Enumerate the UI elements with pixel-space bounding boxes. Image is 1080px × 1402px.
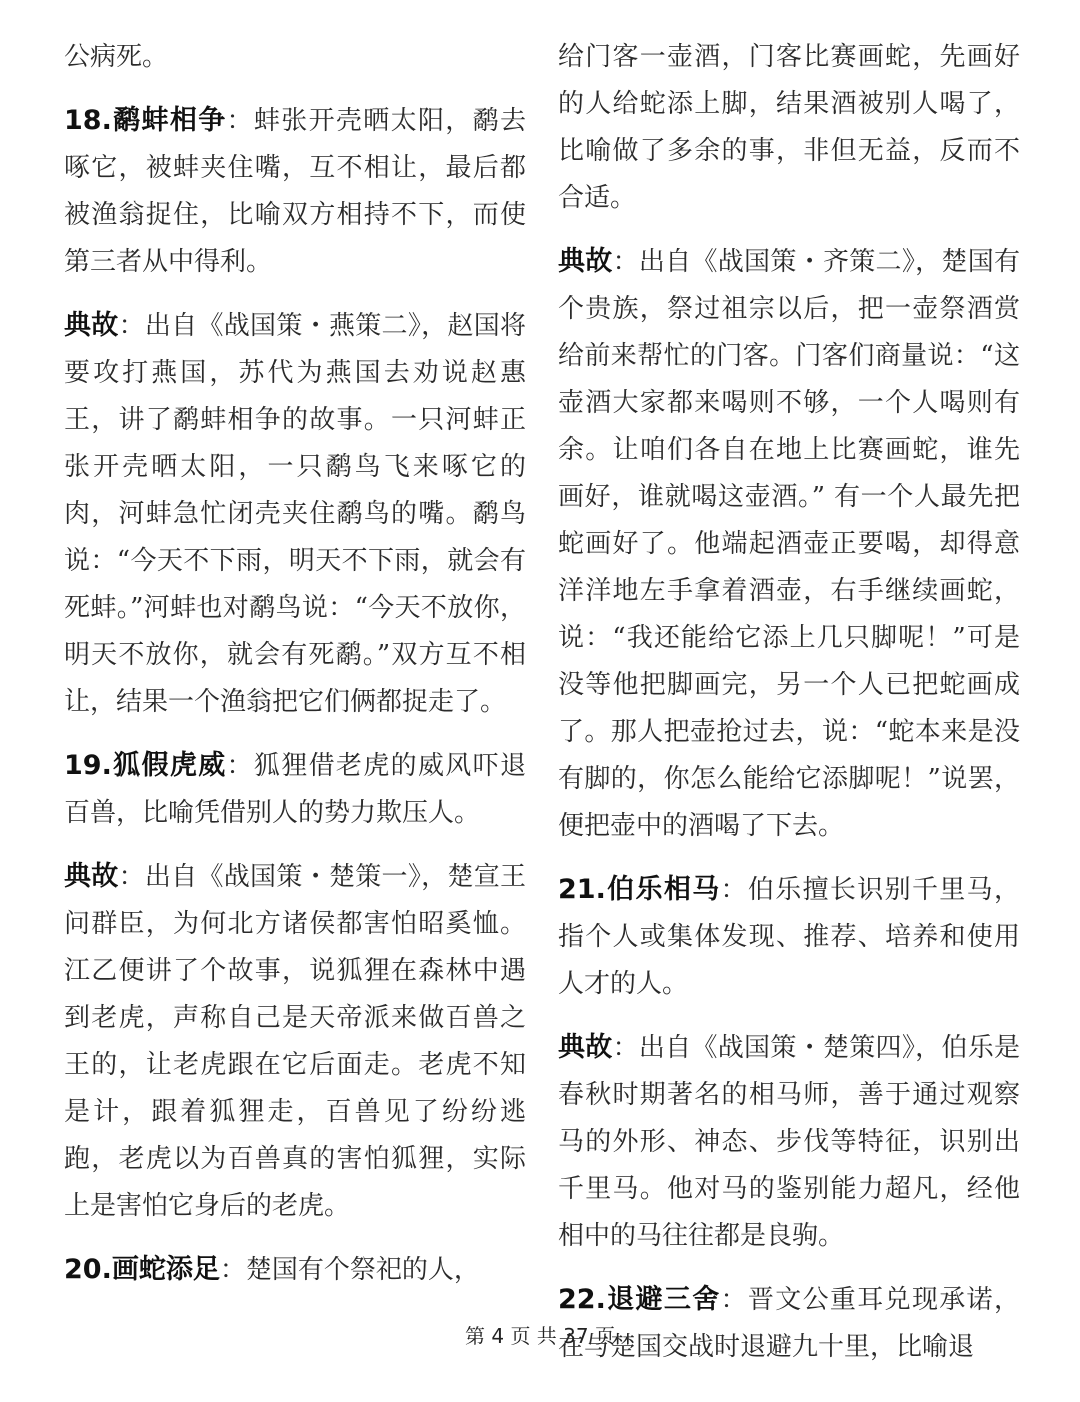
paragraph [64,34,526,81]
paragraph-text: ：出自《战国策・齐策二》，楚国有个贵族，祭过祖宗以后，把一壶祭酒赏给前来帮忙的门客。门客们商量说：“这壶酒大家都来喝则不够，一个人喝则有余。让咱们各自在地上比赛画蛇，谁先画好，谁就喝这壶酒。” 有一个人最先把蛇画好了。他端起酒壶正要喝，却得意洋洋地左手拿着酒壶，右手继续画蛇，说：“我还能给它添上几只脚呢！”可是没等他把脚画完，另一个人已把蛇画成了。那人把壶抢过去，说：“蛇本来是没有脚的，你怎么能给它添脚呢！”说罢，便把壶中的酒喝了下去。 [558,247,1020,841]
allusion-heading: 典故 [64,310,119,341]
paragraph-text: ：晋文公重耳兑现承诺，在与楚国交战时退避九十里，比喻退 [558,1285,1020,1362]
idiom-heading: 22.退避三舍 [558,1284,721,1315]
paragraph [558,34,1020,222]
paragraph-text: ：蚌张开壳晒太阳，鹬去啄它，被蚌夹住嘴，互不相让，最后都被渔翁捉住，比喻双方相持不下，而使第三者从中得利。 [64,106,526,277]
paragraph-text: ：狐狸借老虎的威风吓退百兽，比喻凭借别人的势力欺压人。 [64,751,526,828]
allusion-heading: 典故 [558,1032,613,1063]
paragraph-text: ：伯乐擅长识别千里马，指个人或集体发现、推荐、培养和使用人才的人。 [558,875,1020,999]
paragraph [558,1024,1020,1260]
paragraph [64,302,526,726]
idiom-heading: 20.画蛇添足 [64,1254,220,1285]
idiom-heading: 19.狐假虎威 [64,750,227,781]
paragraph-text: ：出自《战国策・楚策四》，伯乐是春秋时期著名的相马师，善于通过观察马的外形、神态、步伐等特征，识别出千里马。他对马的鉴别能力超凡，经他相中的马往往都是良驹。 [558,1033,1020,1251]
page-number-footer: 第 4 页 共 37 页 [465,1324,615,1348]
paragraph [558,866,1020,1008]
allusion-heading: 典故 [64,861,119,892]
allusion-heading: 典故 [558,246,613,277]
paragraph-text: 公病死。 [64,42,169,72]
paragraph [64,97,526,286]
paragraph-text: 给门客一壶酒，门客比赛画蛇，先画好的人给蛇添上脚，结果酒被别人喝了，比喻做了多余的事，非但无益，反而不合适。 [558,42,1020,213]
left-column [64,34,526,1310]
idiom-heading: 18.鹬蚌相争 [64,105,227,136]
paragraph-text: ：楚国有个祭祀的人， [219,1255,480,1285]
right-column [558,34,1020,1387]
paragraph-text: ：出自《战国策・楚策一》，楚宣王问群臣，为何北方诸侯都害怕昭奚恤。江乙便讲了个故事，说狐狸在森林中遇到老虎，声称自己是天帝派来做百兽之王的，让老虎跟在它后面走。老虎不知是计，跟着狐狸走，百兽见了纷纷逃跑，老虎以为百兽真的害怕狐狸，实际上是害怕它身后的老虎。 [64,862,526,1221]
idiom-heading: 21.伯乐相马 [558,874,721,905]
paragraph [558,238,1020,850]
paragraph [64,1246,526,1294]
paragraph [64,853,526,1230]
paragraph [64,742,526,837]
paragraph-text: ：出自《战国策・燕策二》，赵国将要攻打燕国，苏代为燕国去劝说赵惠王，讲了鹬蚌相争的故事。一只河蚌正张开壳晒太阳，一只鹬鸟飞来啄它的肉，河蚌急忙闭壳夹住鹬鸟的嘴。鹬鸟说：“今天不下雨，明天不下雨，就会有死蚌。”河蚌也对鹬鸟说：“今天不放你，明天不放你，就会有死鹬。”双方互不相让，结果一个渔翁把它们俩都捉走了。 [64,311,526,717]
